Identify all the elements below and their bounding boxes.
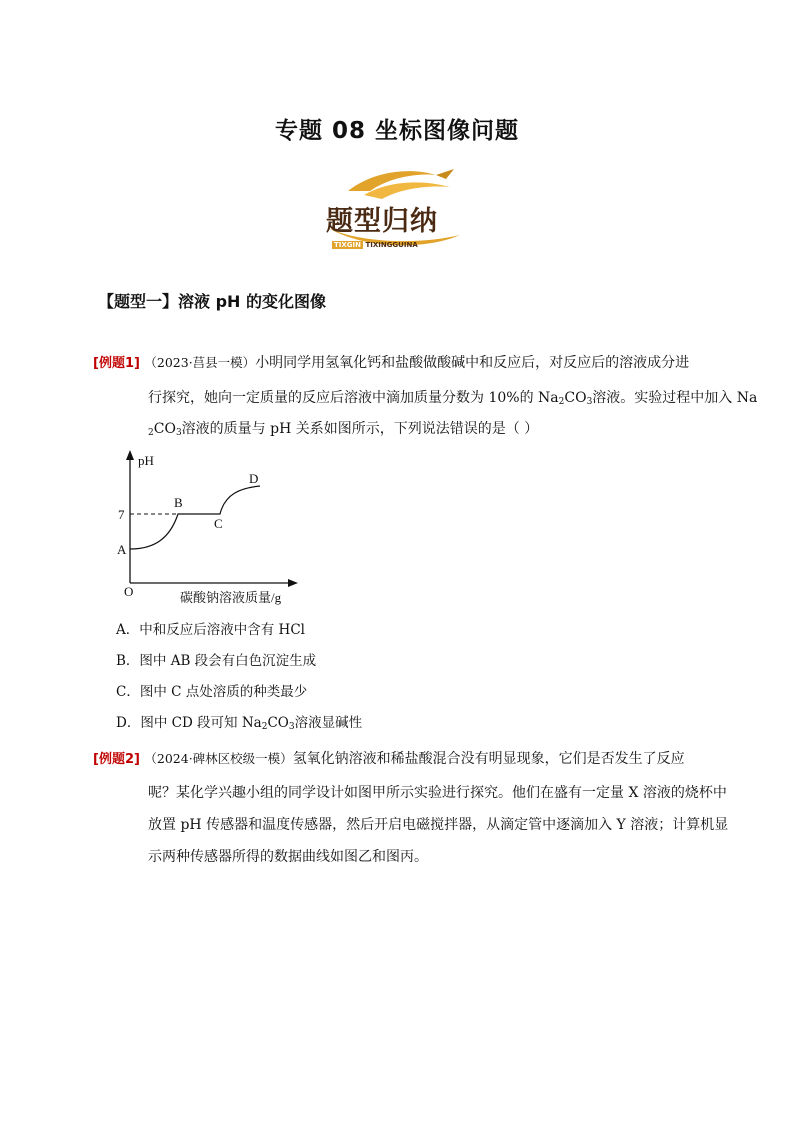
example1-line1: [例题1] （2023·莒县一模）小明同学用氢氧化钙和盐酸做酸碱中和反应后，对反应后的溶液成分进 <box>93 355 690 371</box>
x-axis-arrow <box>288 579 298 587</box>
x-axis-label: 碳酸钠溶液质量/g <box>180 590 282 605</box>
option-a: A．中和反应后溶液中含有 HCl <box>116 622 305 638</box>
option-d: D．图中 CD 段可知 $Na_2CO_3$溶液显碱性 <box>116 715 363 732</box>
point-c-label: C <box>214 516 223 531</box>
y-tick-7: 7 <box>118 507 125 522</box>
example1-line3: $_2CO_3$溶液的质量与 pH 关系如图所示，下列说法错误的是（ ） <box>148 421 539 438</box>
section-heading: 【题型一】溶液 pH 的变化图像 <box>98 292 326 311</box>
example1-line2: 行探究，她向一定质量的反应后溶液中滴加质量分数为 10%的 $Na_2CO_3$溶液。实验过程中加入 Na <box>148 390 758 407</box>
example1-tag: [例题1] <box>93 356 140 371</box>
ph-curve <box>130 486 260 549</box>
point-b-label: B <box>174 495 183 510</box>
option-b: B．图中 AB 段会有白色沉淀生成 <box>116 653 317 669</box>
logo-sub-right: TIXINGGUINA <box>365 241 418 249</box>
example2-line3: 放置 pH 传感器和温度传感器，然后开启电磁搅拌器，从滴定管中逐滴加入 Y 溶液；计算机显 <box>148 817 729 833</box>
example2-source: （2024·碑林区校级一模） <box>144 751 293 766</box>
example1-source: （2023·莒县一模） <box>144 355 256 370</box>
page-title: 专题 08 坐标图像问题 <box>274 118 520 144</box>
logo-text: 题型归纳 <box>326 206 438 237</box>
origin-label: O <box>124 584 134 599</box>
point-a-label: A <box>117 542 127 557</box>
logo-sub-left: TIXGIN <box>334 241 361 249</box>
option-c: C．图中 C 点处溶质的种类最少 <box>116 684 308 700</box>
ph-graph <box>110 448 310 608</box>
y-axis-label: pH <box>138 453 154 468</box>
example2-line4: 示两种传感器所得的数据曲线如图乙和图丙。 <box>148 849 428 865</box>
example2-line1: [例题2] （2024·碑林区校级一模）氢氧化钠溶液和稀盐酸混合没有明显现象，它们是否发生了反应 <box>93 751 685 767</box>
logo <box>318 165 468 257</box>
example2-tag: [例题2] <box>93 752 140 767</box>
example2-line2: 呢？某化学兴趣小组的同学设计如图甲所示实验进行探究。他们在盛有一定量 X 溶液的烧杯中 <box>148 785 727 801</box>
point-d-label: D <box>249 471 259 486</box>
y-axis-arrow <box>126 450 134 460</box>
